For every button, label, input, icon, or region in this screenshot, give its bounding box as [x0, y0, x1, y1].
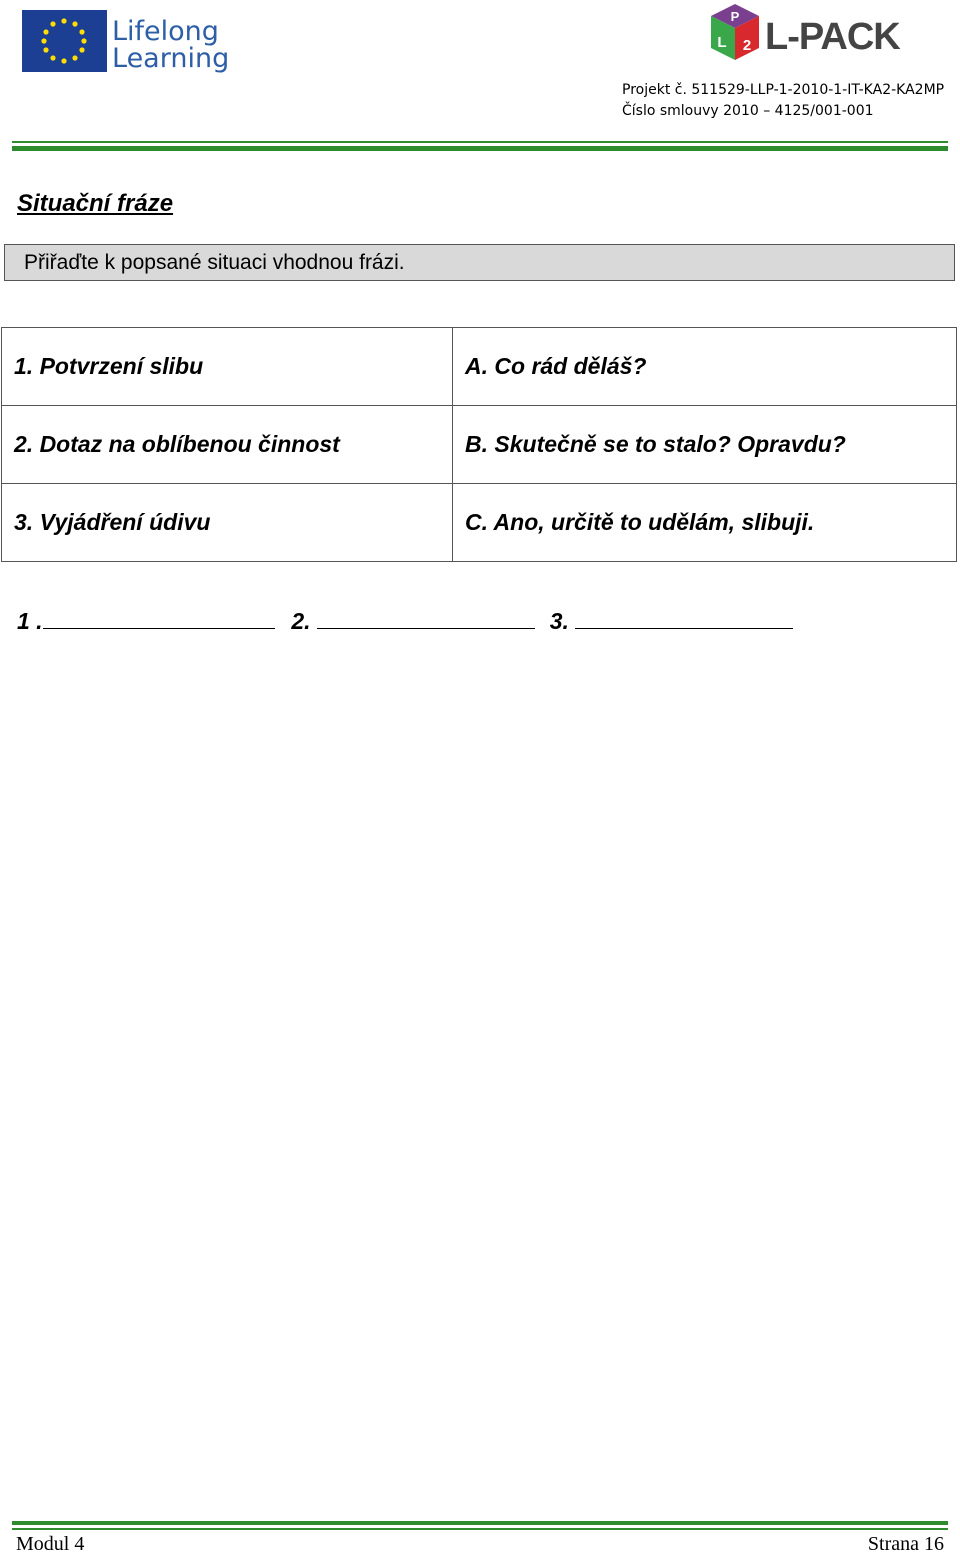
footer-module: Modul 4 — [16, 1533, 85, 1555]
lpack-cube-icon — [705, 2, 765, 66]
lifelong-learning-logo — [22, 10, 230, 80]
project-info — [622, 80, 944, 122]
answer-blank-3[interactable] — [575, 606, 793, 629]
footer-rule-thick — [12, 1521, 948, 1525]
table-row — [2, 484, 957, 562]
project-number: Projekt č. 511529-LLP-1-2010-1-IT-KA2-KA2MP — [622, 82, 945, 98]
answer-line — [17, 606, 793, 635]
exercise-title: Situační fráze — [17, 190, 174, 217]
phrase-cell: C. Ano, určitě to udělám, slibuji. — [453, 484, 957, 562]
phrase-cell: A. Co rád děláš? — [453, 328, 957, 406]
answer-blank-1[interactable] — [43, 606, 275, 629]
lpack-wordmark: L-PACK — [765, 16, 900, 58]
contract-number: Číslo smlouvy 2010 – 4125/001-001 — [622, 103, 874, 119]
answer-label-3: 3. — [549, 608, 569, 634]
logo-line-1: Lifelong — [112, 16, 219, 47]
answer-label-1: 1 . — [17, 608, 43, 634]
header-rule-thick — [12, 146, 948, 151]
logo-line-2: Learning — [112, 43, 230, 74]
svg-text:L: L — [717, 34, 727, 51]
header-rule-thin — [12, 141, 948, 143]
svg-text:2: 2 — [742, 37, 752, 54]
answer-blank-2[interactable] — [317, 606, 535, 629]
instruction-box — [4, 244, 955, 281]
situation-cell: 3. Vyjádření údivu — [2, 484, 453, 562]
table-row — [2, 328, 957, 406]
footer-rule-thin — [12, 1528, 948, 1530]
svg-text:P: P — [730, 9, 740, 24]
table-row — [2, 406, 957, 484]
lpack-logo — [705, 2, 920, 66]
answer-label-2: 2. — [291, 608, 311, 634]
instruction-text: Přiřaďte k popsané situaci vhodnou frázi. — [24, 251, 405, 274]
situation-cell: 1. Potvrzení slibu — [2, 328, 453, 406]
eu-flag-icon — [22, 10, 107, 72]
lifelong-learning-wordmark — [112, 18, 229, 72]
footer-page-number: Strana 16 — [867, 1533, 944, 1555]
matching-table — [1, 327, 957, 562]
situation-cell: 2. Dotaz na oblíbenou činnost — [2, 406, 453, 484]
phrase-cell: B. Skutečně se to stalo? Opravdu? — [453, 406, 957, 484]
